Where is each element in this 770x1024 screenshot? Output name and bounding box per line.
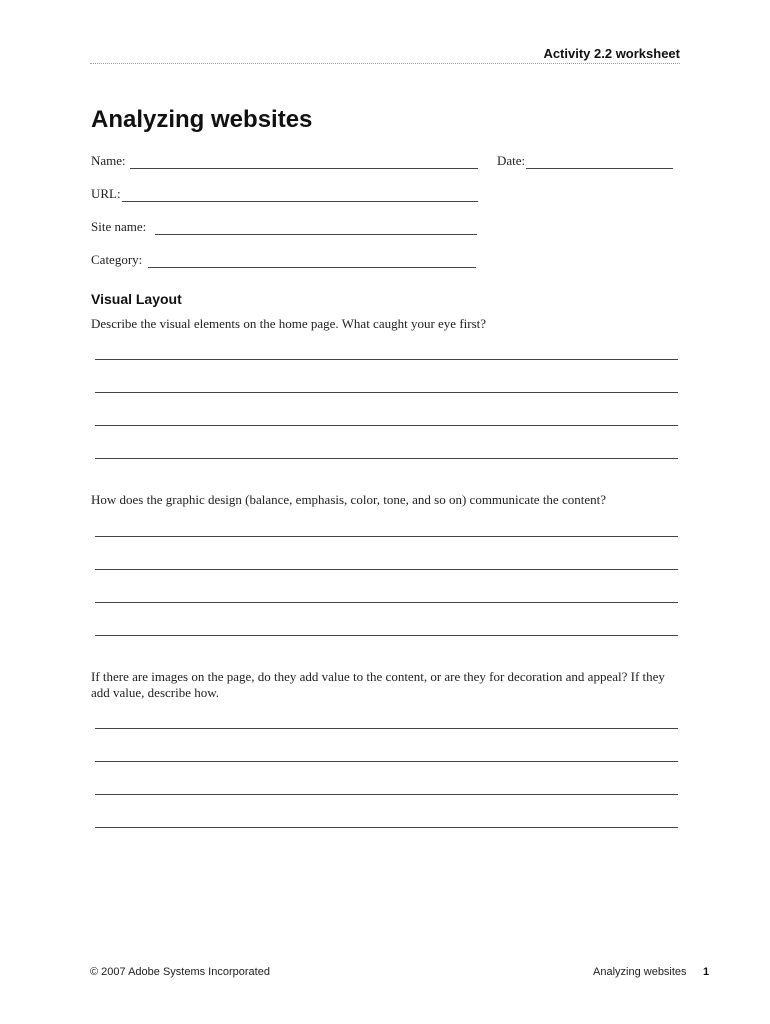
category-field[interactable] xyxy=(91,252,476,268)
answer-line[interactable] xyxy=(95,458,678,459)
site-name-input-line[interactable] xyxy=(155,222,477,235)
answer-line[interactable] xyxy=(95,425,678,426)
page-title: Analyzing websites xyxy=(91,106,313,133)
url-field[interactable] xyxy=(91,186,478,202)
activity-label: Activity 2.2 worksheet xyxy=(543,46,680,61)
answer-line[interactable] xyxy=(95,536,678,537)
name-field[interactable] xyxy=(91,153,478,169)
answer-line[interactable] xyxy=(95,392,678,393)
url-input-line[interactable] xyxy=(122,189,478,202)
answer-line[interactable] xyxy=(95,794,678,795)
question-3: If there are images on the page, do they add value to the content, or are they for decoration and appeal? If they add value, describe how. xyxy=(91,669,665,700)
date-label: Date: xyxy=(497,153,526,168)
answer-line[interactable] xyxy=(95,602,678,603)
answer-line[interactable] xyxy=(95,359,678,360)
section-heading: Visual Layout xyxy=(91,291,182,307)
footer-copyright: © 2007 Adobe Systems Incorporated xyxy=(90,966,270,978)
category-label: Category: xyxy=(91,252,143,267)
site-name-label: Site name: xyxy=(91,219,147,234)
answer-line[interactable] xyxy=(95,827,678,828)
date-field[interactable] xyxy=(497,153,673,169)
header-divider xyxy=(90,63,680,64)
answer-line[interactable] xyxy=(95,728,678,729)
question-2: How does the graphic design (balance, emphasis, color, tone, and so on) communicate the content? xyxy=(91,492,606,507)
answer-line[interactable] xyxy=(95,761,678,762)
answer-line[interactable] xyxy=(95,635,678,636)
date-input-line[interactable] xyxy=(526,156,673,169)
name-label: Name: xyxy=(91,153,126,168)
footer-page-number: 1 xyxy=(703,966,710,978)
name-input-line[interactable] xyxy=(130,156,478,169)
url-label: URL: xyxy=(91,186,121,201)
question-1: Describe the visual elements on the home page. What caught your eye first? xyxy=(91,316,487,331)
footer-doc-title: Analyzing websites xyxy=(593,966,687,978)
answer-line[interactable] xyxy=(95,569,678,570)
site-name-field[interactable] xyxy=(91,219,477,235)
category-input-line[interactable] xyxy=(148,255,476,268)
